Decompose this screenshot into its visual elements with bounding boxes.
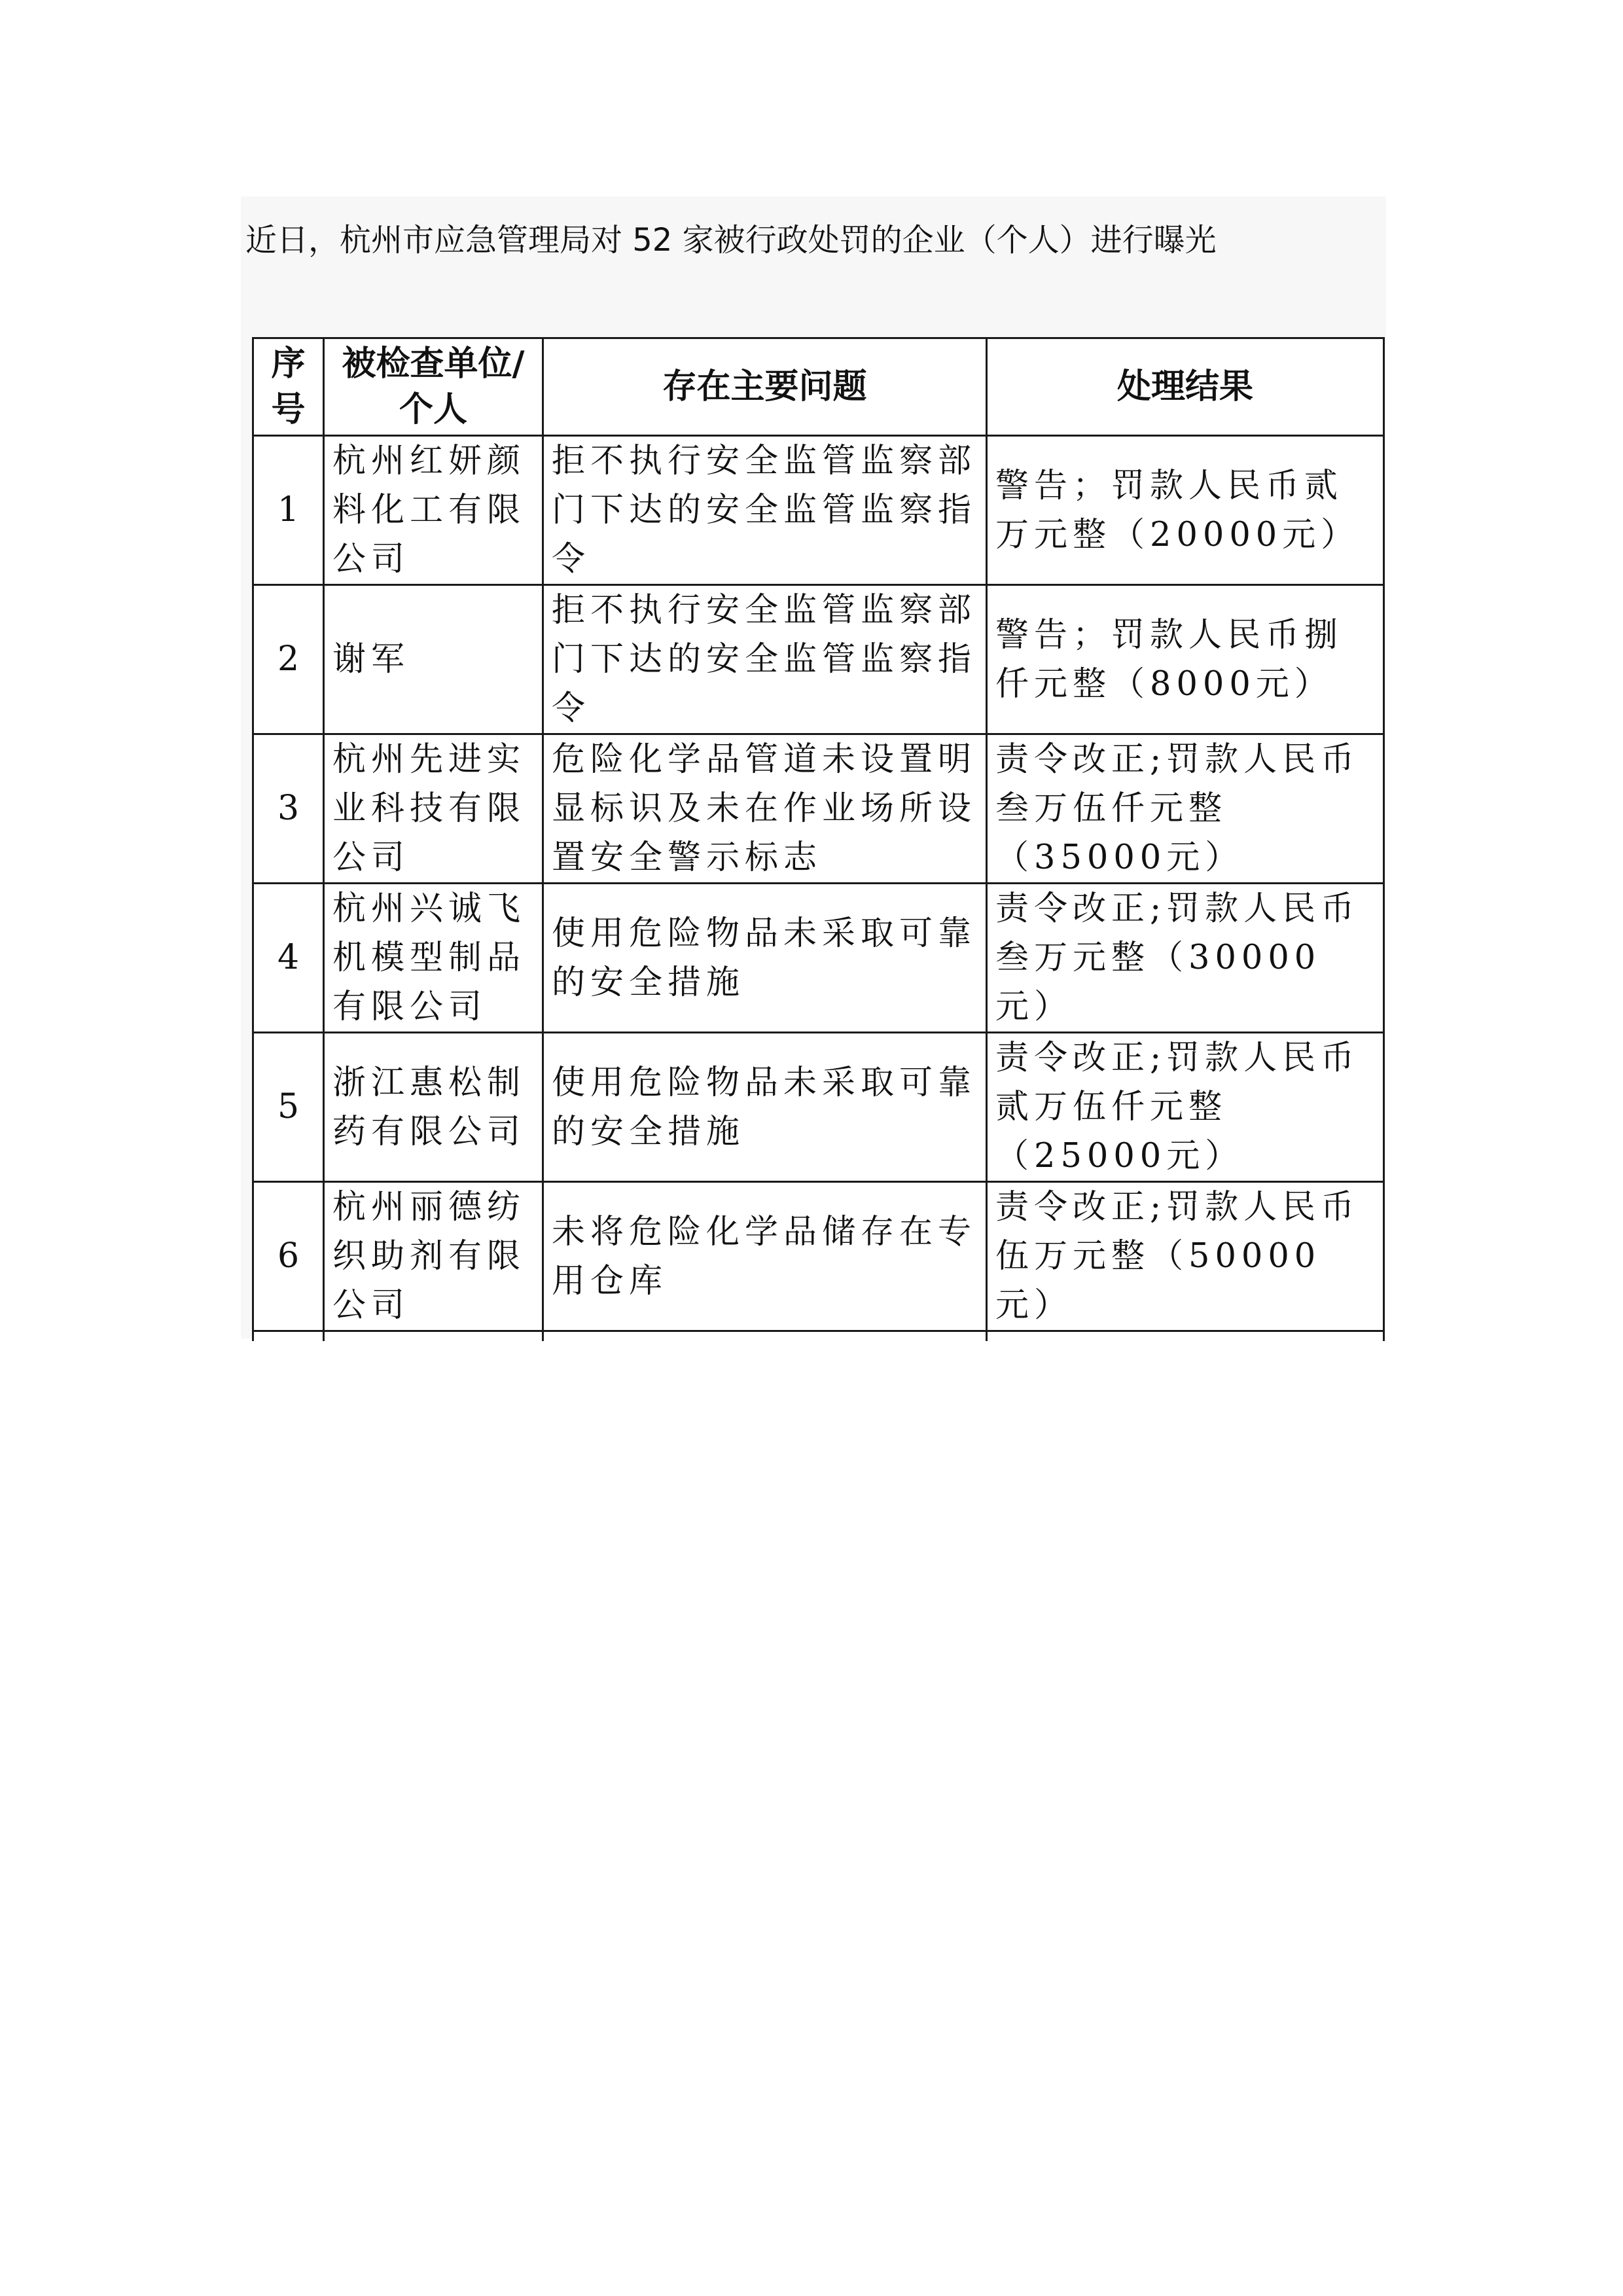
row-entity: 浙江惠松制药有限公司 <box>324 1033 543 1182</box>
row-index: 4 <box>253 884 324 1033</box>
header-entity: 被检查单位/个人 <box>324 338 543 436</box>
row-result: 责令改正;罚款人民币叁万伍仟元整（35000元） <box>987 734 1384 884</box>
continuation-cell <box>543 1331 987 1342</box>
row-problem: 拒不执行安全监管监察部门下达的安全监管监察指令 <box>543 585 987 734</box>
continuation-cell <box>324 1331 543 1342</box>
header-result: 处理结果 <box>987 338 1384 436</box>
row-index: 2 <box>253 585 324 734</box>
table-row <box>253 1033 1384 1182</box>
row-index: 1 <box>253 436 324 585</box>
penalty-table <box>252 337 1385 1341</box>
row-entity: 谢军 <box>324 585 543 734</box>
row-index: 5 <box>253 1033 324 1182</box>
row-problem: 使用危险物品未采取可靠的安全措施 <box>543 884 987 1033</box>
row-entity: 杭州兴诚飞机模型制品有限公司 <box>324 884 543 1033</box>
table-row <box>253 585 1384 734</box>
table-row <box>253 884 1384 1033</box>
row-index: 6 <box>253 1182 324 1331</box>
row-index: 3 <box>253 734 324 884</box>
table-row-continuation <box>253 1331 1384 1342</box>
continuation-cell <box>253 1331 324 1342</box>
row-problem: 未将危险化学品储存在专用仓库 <box>543 1182 987 1331</box>
row-result: 责令改正;罚款人民币伍万元整（50000元） <box>987 1182 1384 1331</box>
row-entity: 杭州红妍颜料化工有限公司 <box>324 436 543 585</box>
row-result: 警告；罚款人民币捌仟元整（8000元） <box>987 585 1384 734</box>
row-problem: 危险化学品管道未设置明显标识及未在作业场所设置安全警示标志 <box>543 734 987 884</box>
row-result: 责令改正;罚款人民币贰万伍仟元整（25000元） <box>987 1033 1384 1182</box>
header-index: 序号 <box>253 338 324 436</box>
row-problem: 拒不执行安全监管监察部门下达的安全监管监察指令 <box>543 436 987 585</box>
row-result: 警告；罚款人民币贰万元整（20000元） <box>987 436 1384 585</box>
header-problem: 存在主要问题 <box>543 338 987 436</box>
row-entity: 杭州丽德纺织助剂有限公司 <box>324 1182 543 1331</box>
table-row <box>253 436 1384 585</box>
row-result: 责令改正;罚款人民币叁万元整（30000元） <box>987 884 1384 1033</box>
table-row <box>253 1182 1384 1331</box>
table-header-row <box>253 338 1384 436</box>
table-row <box>253 734 1384 884</box>
row-entity: 杭州先进实业科技有限公司 <box>324 734 543 884</box>
page-headline: 近日，杭州市应急管理局对 52 家被行政处罚的企业（个人）进行曝光 <box>245 222 1217 259</box>
continuation-cell <box>987 1331 1384 1342</box>
row-problem: 使用危险物品未采取可靠的安全措施 <box>543 1033 987 1182</box>
